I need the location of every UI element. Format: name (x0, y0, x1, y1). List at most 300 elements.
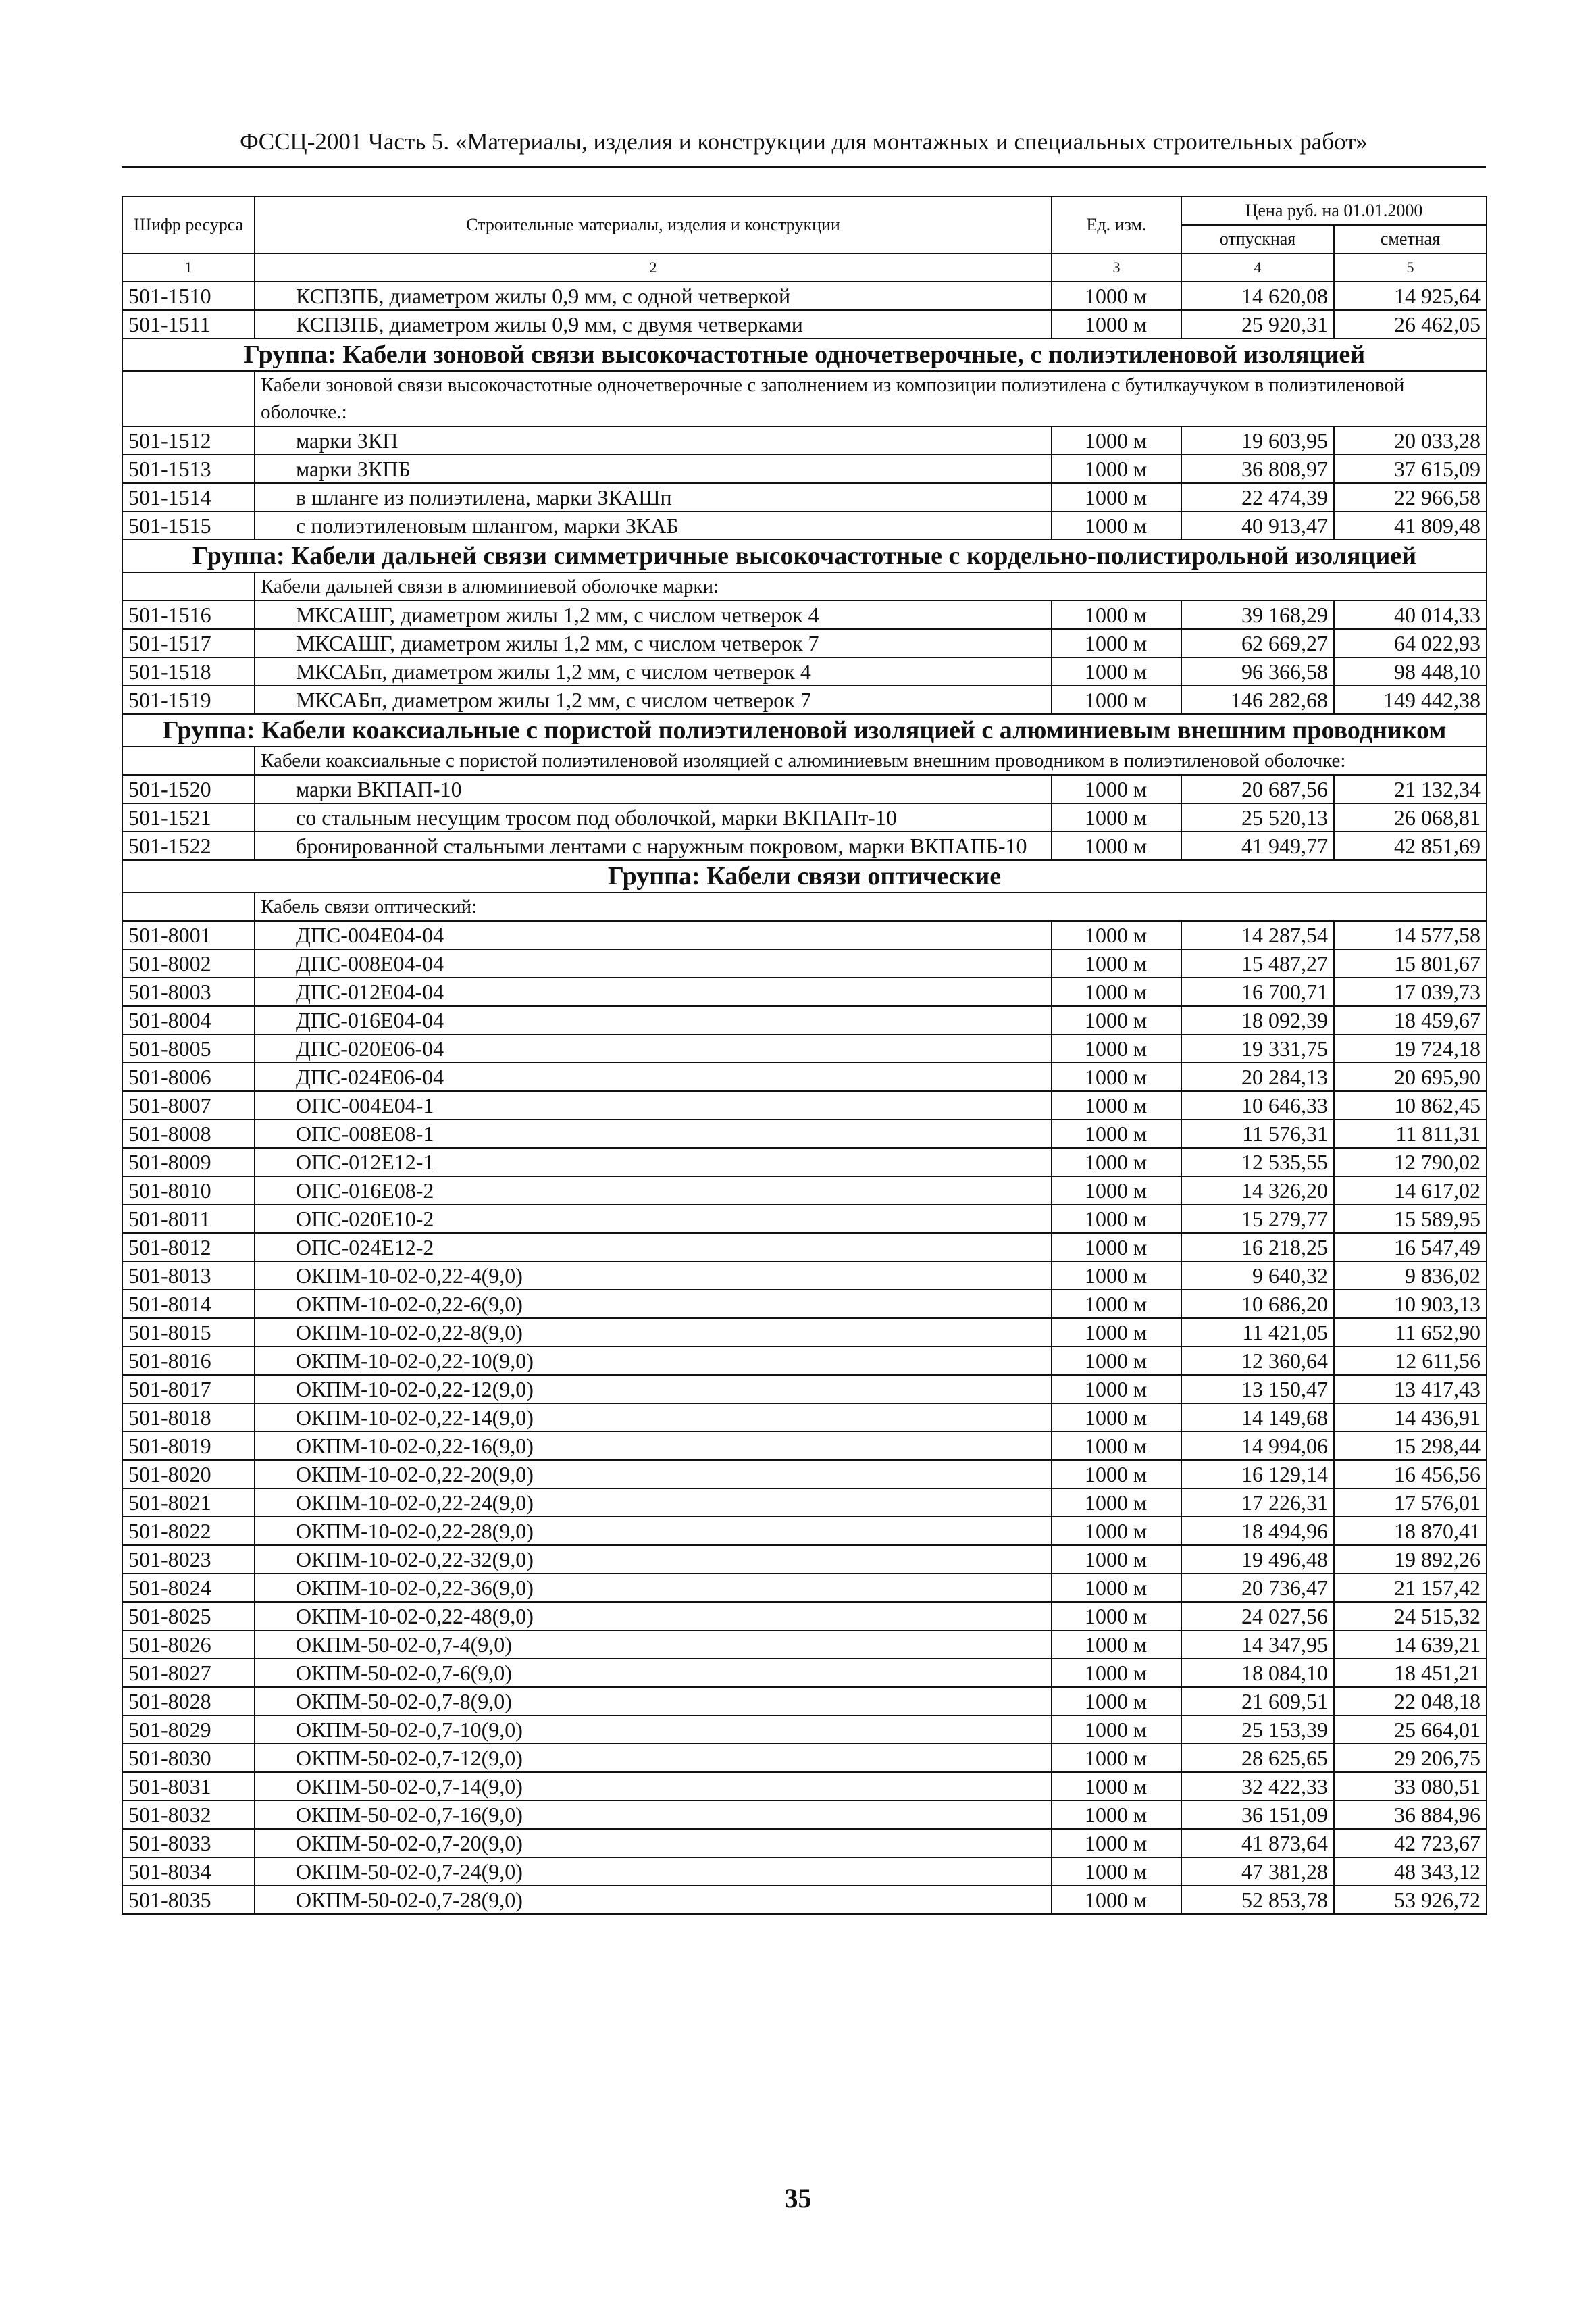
unit-cell: 1000 м (1052, 1347, 1181, 1375)
resource-code: 501-8012 (122, 1233, 255, 1261)
page-header: ФССЦ-2001 Часть 5. «Материалы, изделия и конструкции для монтажных и специальных строительных работ» (240, 128, 1368, 155)
unit-cell: 1000 м (1052, 1006, 1181, 1034)
resource-code: 501-1515 (122, 511, 255, 540)
material-name: ОКПМ-50-02-0,7-8(9,0) (255, 1687, 1052, 1715)
table-row (122, 601, 1487, 629)
price-release: 36 808,97 (1181, 455, 1334, 483)
price-release: 14 287,54 (1181, 921, 1334, 949)
page-number: 35 (784, 2183, 812, 2213)
price-estimate: 9 836,02 (1334, 1261, 1487, 1290)
resource-code: 501-8024 (122, 1574, 255, 1602)
resource-code: 501-1513 (122, 455, 255, 483)
price-release: 36 151,09 (1181, 1801, 1334, 1829)
material-name: ОКПМ-50-02-0,7-14(9,0) (255, 1772, 1052, 1801)
resource-code: 501-1510 (122, 282, 255, 310)
unit-cell: 1000 м (1052, 1034, 1181, 1063)
table-row (122, 1659, 1487, 1687)
price-table-body (122, 197, 1487, 1914)
price-estimate: 18 870,41 (1334, 1517, 1487, 1545)
header-price-title: Цена руб. на 01.01.2000 (1181, 197, 1487, 225)
price-estimate: 37 615,09 (1334, 455, 1487, 483)
price-estimate: 20 695,90 (1334, 1063, 1487, 1091)
resource-code: 501-8009 (122, 1148, 255, 1176)
price-release: 15 487,27 (1181, 949, 1334, 978)
price-release: 146 282,68 (1181, 686, 1334, 714)
table-row (122, 310, 1487, 338)
price-estimate: 41 809,48 (1334, 511, 1487, 540)
price-estimate: 42 723,67 (1334, 1829, 1487, 1857)
resource-code: 501-8029 (122, 1715, 255, 1744)
unit-cell: 1000 м (1052, 1517, 1181, 1545)
unit-cell: 1000 м (1052, 1687, 1181, 1715)
material-name: ОКПМ-50-02-0,7-24(9,0) (255, 1857, 1052, 1886)
material-name: ОПС-012Е12-1 (255, 1148, 1052, 1176)
table-row (122, 1488, 1487, 1517)
material-name: КСПЗПБ, диаметром жилы 0,9 мм, с одной четверкой (255, 282, 1052, 310)
material-name: ОКПМ-50-02-0,7-28(9,0) (255, 1886, 1052, 1914)
material-name: с полиэтиленовым шлангом, марки ЗКАБ (255, 511, 1052, 540)
price-release: 16 700,71 (1181, 978, 1334, 1006)
price-release: 16 218,25 (1181, 1233, 1334, 1261)
table-row (122, 1801, 1487, 1829)
table-row (122, 921, 1487, 949)
unit-cell: 1000 м (1052, 1574, 1181, 1602)
resource-code: 501-8016 (122, 1347, 255, 1375)
price-release: 18 092,39 (1181, 1006, 1334, 1034)
material-name: ОПС-004Е04-1 (255, 1091, 1052, 1120)
resource-code: 501-1512 (122, 426, 255, 455)
unit-cell: 1000 м (1052, 1176, 1181, 1205)
price-estimate: 14 639,21 (1334, 1630, 1487, 1659)
material-name: ОКПМ-10-02-0,22-32(9,0) (255, 1545, 1052, 1574)
resource-code: 501-8017 (122, 1375, 255, 1403)
unit-cell: 1000 м (1052, 1829, 1181, 1857)
unit-cell: 1000 м (1052, 483, 1181, 511)
table-row (122, 775, 1487, 803)
empty-code-cell (122, 747, 255, 775)
price-release: 14 149,68 (1181, 1403, 1334, 1432)
table-row (122, 511, 1487, 540)
table-header-row (122, 197, 1487, 225)
material-name: ДПС-024Е06-04 (255, 1063, 1052, 1091)
unit-cell: 1000 м (1052, 949, 1181, 978)
table-row (122, 832, 1487, 860)
price-release: 12 360,64 (1181, 1347, 1334, 1375)
price-release: 22 474,39 (1181, 483, 1334, 511)
price-release: 19 603,95 (1181, 426, 1334, 455)
price-release: 16 129,14 (1181, 1460, 1334, 1488)
price-release: 15 279,77 (1181, 1205, 1334, 1233)
table-row (122, 1006, 1487, 1034)
group-title: Группа: Кабели связи оптические (122, 860, 1487, 892)
material-name: ОПС-024Е12-2 (255, 1233, 1052, 1261)
material-name: бронированной стальными лентами с наружным покровом, марки ВКПАПБ-10 (255, 832, 1052, 860)
unit-cell: 1000 м (1052, 1772, 1181, 1801)
table-row (122, 1261, 1487, 1290)
unit-cell: 1000 м (1052, 978, 1181, 1006)
table-row (122, 1432, 1487, 1460)
resource-code: 501-1519 (122, 686, 255, 714)
price-release: 19 496,48 (1181, 1545, 1334, 1574)
material-name: ОКПМ-50-02-0,7-16(9,0) (255, 1801, 1052, 1829)
price-estimate: 14 436,91 (1334, 1403, 1487, 1432)
price-estimate: 16 456,56 (1334, 1460, 1487, 1488)
table-row (122, 1857, 1487, 1886)
unit-cell: 1000 м (1052, 657, 1181, 686)
resource-code: 501-8021 (122, 1488, 255, 1517)
table-row (122, 1886, 1487, 1914)
table-row (122, 1347, 1487, 1375)
unit-cell: 1000 м (1052, 1801, 1181, 1829)
group-description-row (122, 572, 1487, 601)
material-name: в шланге из полиэтилена, марки ЗКАШп (255, 483, 1052, 511)
resource-code: 501-8007 (122, 1091, 255, 1120)
resource-code: 501-8002 (122, 949, 255, 978)
material-name: ОКПМ-10-02-0,22-16(9,0) (255, 1432, 1052, 1460)
table-row (122, 282, 1487, 310)
resource-code: 501-1517 (122, 629, 255, 657)
price-estimate: 22 048,18 (1334, 1687, 1487, 1715)
price-release: 18 084,10 (1181, 1659, 1334, 1687)
price-estimate: 19 892,26 (1334, 1545, 1487, 1574)
unit-cell: 1000 м (1052, 1261, 1181, 1290)
resource-code: 501-8032 (122, 1801, 255, 1829)
material-name: ОКПМ-10-02-0,22-48(9,0) (255, 1602, 1052, 1630)
table-row (122, 1772, 1487, 1801)
unit-cell: 1000 м (1052, 1120, 1181, 1148)
material-name: ОКПМ-50-02-0,7-4(9,0) (255, 1630, 1052, 1659)
table-row (122, 978, 1487, 1006)
table-row (122, 426, 1487, 455)
material-name: ОКПМ-10-02-0,22-8(9,0) (255, 1318, 1052, 1347)
material-name: КСПЗПБ, диаметром жилы 0,9 мм, с двумя четверками (255, 310, 1052, 338)
resource-code: 501-8035 (122, 1886, 255, 1914)
table-row (122, 1403, 1487, 1432)
unit-cell: 1000 м (1052, 1602, 1181, 1630)
price-estimate: 40 014,33 (1334, 601, 1487, 629)
unit-cell: 1000 м (1052, 426, 1181, 455)
price-release: 10 686,20 (1181, 1290, 1334, 1318)
table-row (122, 1829, 1487, 1857)
unit-cell: 1000 м (1052, 1375, 1181, 1403)
group-header-row (122, 714, 1487, 747)
empty-code-cell (122, 892, 255, 921)
unit-cell: 1000 м (1052, 1290, 1181, 1318)
unit-cell: 1000 м (1052, 1857, 1181, 1886)
price-estimate: 36 884,96 (1334, 1801, 1487, 1829)
table-row (122, 1375, 1487, 1403)
table-row (122, 657, 1487, 686)
resource-code: 501-8014 (122, 1290, 255, 1318)
group-description: Кабели коаксиальные с пористой полиэтиленовой изоляцией с алюминиевым внешним проводником в полиэтиленовой оболочке: (255, 747, 1487, 775)
price-estimate: 18 451,21 (1334, 1659, 1487, 1687)
price-release: 17 226,31 (1181, 1488, 1334, 1517)
unit-cell: 1000 м (1052, 1630, 1181, 1659)
resource-code: 501-8011 (122, 1205, 255, 1233)
resource-code: 501-8008 (122, 1120, 255, 1148)
price-estimate: 13 417,43 (1334, 1375, 1487, 1403)
unit-cell: 1000 м (1052, 1886, 1181, 1914)
price-estimate: 149 442,38 (1334, 686, 1487, 714)
unit-cell: 1000 м (1052, 282, 1181, 310)
material-name: ОКПМ-50-02-0,7-12(9,0) (255, 1744, 1052, 1772)
empty-code-cell (122, 371, 255, 426)
resource-code: 501-1520 (122, 775, 255, 803)
unit-cell: 1000 м (1052, 1063, 1181, 1091)
group-header-row (122, 860, 1487, 892)
unit-cell: 1000 м (1052, 1488, 1181, 1517)
price-estimate: 48 343,12 (1334, 1857, 1487, 1886)
unit-cell: 1000 м (1052, 1318, 1181, 1347)
unit-cell: 1000 м (1052, 1432, 1181, 1460)
empty-code-cell (122, 572, 255, 601)
material-name: ОКПМ-10-02-0,22-28(9,0) (255, 1517, 1052, 1545)
price-estimate: 29 206,75 (1334, 1744, 1487, 1772)
price-release: 10 646,33 (1181, 1091, 1334, 1120)
material-name: марки ЗКП (255, 426, 1052, 455)
price-release: 13 150,47 (1181, 1375, 1334, 1403)
header-name: Строительные материалы, изделия и конструкции (255, 197, 1052, 253)
resource-code: 501-8006 (122, 1063, 255, 1091)
unit-cell: 1000 м (1052, 1403, 1181, 1432)
price-release: 41 949,77 (1181, 832, 1334, 860)
resource-code: 501-1521 (122, 803, 255, 832)
table-row (122, 1063, 1487, 1091)
price-estimate: 19 724,18 (1334, 1034, 1487, 1063)
price-estimate: 42 851,69 (1334, 832, 1487, 860)
price-release: 18 494,96 (1181, 1517, 1334, 1545)
material-name: ОКПМ-10-02-0,22-24(9,0) (255, 1488, 1052, 1517)
material-name: ОКПМ-10-02-0,22-20(9,0) (255, 1460, 1052, 1488)
table-row (122, 1460, 1487, 1488)
material-name: марки ВКПАП-10 (255, 775, 1052, 803)
table-row (122, 1517, 1487, 1545)
material-name: МКСАШГ, диаметром жилы 1,2 мм, с числом четверок 7 (255, 629, 1052, 657)
price-estimate: 14 617,02 (1334, 1176, 1487, 1205)
material-name: ДПС-012Е04-04 (255, 978, 1052, 1006)
group-description-row (122, 892, 1487, 921)
unit-cell: 1000 м (1052, 1744, 1181, 1772)
unit-cell: 1000 м (1052, 921, 1181, 949)
resource-code: 501-8020 (122, 1460, 255, 1488)
price-release: 25 153,39 (1181, 1715, 1334, 1744)
price-release: 25 920,31 (1181, 310, 1334, 338)
price-release: 20 284,13 (1181, 1063, 1334, 1091)
price-estimate: 33 080,51 (1334, 1772, 1487, 1801)
group-title: Группа: Кабели дальней связи симметричные высокочастотные с кордельно-полистирольной изоляцией (122, 540, 1487, 572)
price-release: 11 421,05 (1181, 1318, 1334, 1347)
header-unit: Ед. изм. (1052, 197, 1181, 253)
unit-cell: 1000 м (1052, 1091, 1181, 1120)
price-release: 28 625,65 (1181, 1744, 1334, 1772)
price-estimate: 15 589,95 (1334, 1205, 1487, 1233)
column-number: 3 (1052, 253, 1181, 282)
table-row (122, 1120, 1487, 1148)
group-header-row (122, 338, 1487, 371)
group-description-row (122, 747, 1487, 775)
price-estimate: 16 547,49 (1334, 1233, 1487, 1261)
group-description: Кабели дальней связи в алюминиевой оболочке марки: (255, 572, 1487, 601)
resource-code: 501-1518 (122, 657, 255, 686)
price-release: 32 422,33 (1181, 1772, 1334, 1801)
price-estimate: 64 022,93 (1334, 629, 1487, 657)
resource-code: 501-8015 (122, 1318, 255, 1347)
resource-code: 501-8005 (122, 1034, 255, 1063)
price-release: 9 640,32 (1181, 1261, 1334, 1290)
table-row (122, 629, 1487, 657)
material-name: МКСАБп, диаметром жилы 1,2 мм, с числом четверок 7 (255, 686, 1052, 714)
resource-code: 501-8028 (122, 1687, 255, 1715)
price-release: 39 168,29 (1181, 601, 1334, 629)
table-row (122, 1744, 1487, 1772)
price-estimate: 17 039,73 (1334, 978, 1487, 1006)
unit-cell: 1000 м (1052, 1545, 1181, 1574)
table-row (122, 1574, 1487, 1602)
resource-code: 501-8031 (122, 1772, 255, 1801)
table-row (122, 455, 1487, 483)
price-estimate: 24 515,32 (1334, 1602, 1487, 1630)
unit-cell: 1000 м (1052, 1205, 1181, 1233)
table-row (122, 483, 1487, 511)
column-number-row (122, 253, 1487, 282)
material-name: ОКПМ-10-02-0,22-12(9,0) (255, 1375, 1052, 1403)
price-release: 20 687,56 (1181, 775, 1334, 803)
material-name: МКСАБп, диаметром жилы 1,2 мм, с числом четверок 4 (255, 657, 1052, 686)
price-estimate: 11 811,31 (1334, 1120, 1487, 1148)
column-number: 5 (1334, 253, 1487, 282)
table-row (122, 1545, 1487, 1574)
price-release: 20 736,47 (1181, 1574, 1334, 1602)
material-name: ОКПМ-50-02-0,7-6(9,0) (255, 1659, 1052, 1687)
header-price-release: отпускная (1181, 225, 1334, 253)
material-name: ДПС-004Е04-04 (255, 921, 1052, 949)
price-estimate: 17 576,01 (1334, 1488, 1487, 1517)
price-estimate: 21 157,42 (1334, 1574, 1487, 1602)
price-release: 12 535,55 (1181, 1148, 1334, 1176)
price-release: 14 620,08 (1181, 282, 1334, 310)
resource-code: 501-8010 (122, 1176, 255, 1205)
unit-cell: 1000 м (1052, 1659, 1181, 1687)
price-table (122, 196, 1487, 1915)
table-row (122, 686, 1487, 714)
price-estimate: 25 664,01 (1334, 1715, 1487, 1744)
price-release: 62 669,27 (1181, 629, 1334, 657)
material-name: ОКПМ-50-02-0,7-10(9,0) (255, 1715, 1052, 1744)
unit-cell: 1000 м (1052, 832, 1181, 860)
price-release: 41 873,64 (1181, 1829, 1334, 1857)
material-name: МКСАШГ, диаметром жилы 1,2 мм, с числом четверок 4 (255, 601, 1052, 629)
price-release: 19 331,75 (1181, 1034, 1334, 1063)
price-release: 14 347,95 (1181, 1630, 1334, 1659)
group-title: Группа: Кабели коаксиальные с пористой полиэтиленовой изоляцией с алюминиевым внешним проводником (122, 714, 1487, 747)
price-release: 25 520,13 (1181, 803, 1334, 832)
header-code: Шифр ресурса (122, 197, 255, 253)
unit-cell: 1000 м (1052, 1460, 1181, 1488)
resource-code: 501-8013 (122, 1261, 255, 1290)
price-estimate: 21 132,34 (1334, 775, 1487, 803)
resource-code: 501-8027 (122, 1659, 255, 1687)
resource-code: 501-8019 (122, 1432, 255, 1460)
material-name: ОПС-020Е10-2 (255, 1205, 1052, 1233)
resource-code: 501-8033 (122, 1829, 255, 1857)
group-title: Группа: Кабели зоновой связи высокочастотные одночетверочные, с полиэтиленовой изоляцией (122, 338, 1487, 371)
material-name: ДПС-008Е04-04 (255, 949, 1052, 978)
price-estimate: 14 925,64 (1334, 282, 1487, 310)
price-release: 21 609,51 (1181, 1687, 1334, 1715)
table-row (122, 1091, 1487, 1120)
unit-cell: 1000 м (1052, 310, 1181, 338)
price-release: 47 381,28 (1181, 1857, 1334, 1886)
unit-cell: 1000 м (1052, 1148, 1181, 1176)
material-name: ОКПМ-10-02-0,22-6(9,0) (255, 1290, 1052, 1318)
price-release: 11 576,31 (1181, 1120, 1334, 1148)
material-name: ОКПМ-10-02-0,22-4(9,0) (255, 1261, 1052, 1290)
resource-code: 501-1511 (122, 310, 255, 338)
table-row (122, 1318, 1487, 1347)
resource-code: 501-8030 (122, 1744, 255, 1772)
material-name: ОКПМ-10-02-0,22-36(9,0) (255, 1574, 1052, 1602)
table-row (122, 1205, 1487, 1233)
price-release: 14 994,06 (1181, 1432, 1334, 1460)
unit-cell: 1000 м (1052, 686, 1181, 714)
price-estimate: 15 801,67 (1334, 949, 1487, 978)
resource-code: 501-8023 (122, 1545, 255, 1574)
price-estimate: 15 298,44 (1334, 1432, 1487, 1460)
material-name: ДПС-016Е04-04 (255, 1006, 1052, 1034)
material-name: ОКПМ-10-02-0,22-10(9,0) (255, 1347, 1052, 1375)
resource-code: 501-8025 (122, 1602, 255, 1630)
unit-cell: 1000 м (1052, 1233, 1181, 1261)
resource-code: 501-1514 (122, 483, 255, 511)
price-estimate: 10 862,45 (1334, 1091, 1487, 1120)
resource-code: 501-8004 (122, 1006, 255, 1034)
table-row (122, 1715, 1487, 1744)
table-row (122, 949, 1487, 978)
material-name: ДПС-020Е06-04 (255, 1034, 1052, 1063)
table-row (122, 1602, 1487, 1630)
price-estimate: 12 790,02 (1334, 1148, 1487, 1176)
price-estimate: 98 448,10 (1334, 657, 1487, 686)
unit-cell: 1000 м (1052, 511, 1181, 540)
table-row (122, 1148, 1487, 1176)
resource-code: 501-8034 (122, 1857, 255, 1886)
table-row (122, 1034, 1487, 1063)
resource-code: 501-8026 (122, 1630, 255, 1659)
resource-code: 501-8018 (122, 1403, 255, 1432)
resource-code: 501-1516 (122, 601, 255, 629)
table-row (122, 1290, 1487, 1318)
unit-cell: 1000 м (1052, 455, 1181, 483)
column-number: 4 (1181, 253, 1334, 282)
material-name: ОКПМ-50-02-0,7-20(9,0) (255, 1829, 1052, 1857)
price-estimate: 22 966,58 (1334, 483, 1487, 511)
material-name: ОПС-016Е08-2 (255, 1176, 1052, 1205)
unit-cell: 1000 м (1052, 775, 1181, 803)
price-release: 14 326,20 (1181, 1176, 1334, 1205)
material-name: ОКПМ-10-02-0,22-14(9,0) (255, 1403, 1052, 1432)
price-estimate: 26 462,05 (1334, 310, 1487, 338)
resource-code: 501-1522 (122, 832, 255, 860)
price-release: 40 913,47 (1181, 511, 1334, 540)
table-row (122, 803, 1487, 832)
price-estimate: 26 068,81 (1334, 803, 1487, 832)
table-row (122, 1630, 1487, 1659)
header-price-estimate: сметная (1334, 225, 1487, 253)
price-release: 96 366,58 (1181, 657, 1334, 686)
unit-cell: 1000 м (1052, 629, 1181, 657)
price-estimate: 53 926,72 (1334, 1886, 1487, 1914)
material-name: марки ЗКПБ (255, 455, 1052, 483)
